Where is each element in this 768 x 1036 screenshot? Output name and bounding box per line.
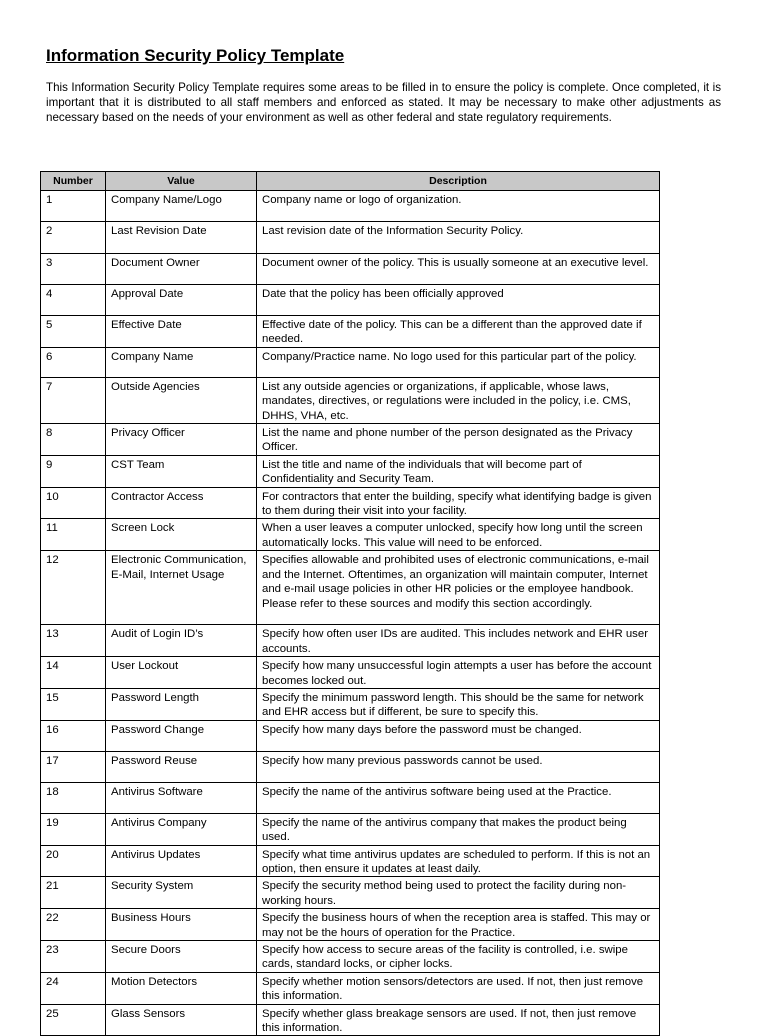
table-row [41, 424, 660, 456]
cell-description: Specify how access to secure areas of the facility is controlled, i.e. swipe cards, standard locks, or cipher locks. [257, 940, 660, 972]
cell-value: Privacy Officer [106, 424, 257, 456]
table-row [41, 688, 660, 720]
cell-number: 8 [41, 424, 106, 456]
cell-value: Glass Sensors [106, 1004, 257, 1036]
table-row [41, 625, 660, 657]
cell-number: 19 [41, 813, 106, 845]
cell-number: 1 [41, 191, 106, 222]
table-row [41, 191, 660, 222]
cell-number: 13 [41, 625, 106, 657]
cell-number: 16 [41, 720, 106, 751]
cell-number: 7 [41, 377, 106, 423]
table-row [41, 347, 660, 377]
table-row [41, 377, 660, 423]
cell-value: Approval Date [106, 285, 257, 316]
cell-number: 10 [41, 487, 106, 519]
cell-number: 6 [41, 347, 106, 377]
cell-description: Effective date of the policy. This can be a different than the approved date if needed. [257, 316, 660, 348]
table-row [41, 551, 660, 625]
cell-value: Secure Doors [106, 940, 257, 972]
cell-description: Specify the security method being used to protect the facility during non-working hours. [257, 877, 660, 909]
cell-number: 23 [41, 940, 106, 972]
cell-description: Specify whether glass breakage sensors are used. If not, then just remove this information. [257, 1004, 660, 1036]
cell-number: 21 [41, 877, 106, 909]
cell-number: 2 [41, 222, 106, 254]
cell-description: Specify the name of the antivirus company that makes the product being used. [257, 813, 660, 845]
cell-description: Specify how often user IDs are audited. This includes network and EHR user accounts. [257, 625, 660, 657]
cell-description: Company name or logo of organization. [257, 191, 660, 222]
cell-number: 22 [41, 909, 106, 941]
cell-value: Antivirus Updates [106, 845, 257, 877]
cell-value: Audit of Login ID’s [106, 625, 257, 657]
cell-description: Specify how many previous passwords cannot be used. [257, 751, 660, 782]
cell-description: List the name and phone number of the person designated as the Privacy Officer. [257, 424, 660, 456]
cell-number: 20 [41, 845, 106, 877]
cell-number: 17 [41, 751, 106, 782]
cell-value: Motion Detectors [106, 972, 257, 1004]
table-row [41, 845, 660, 877]
cell-description: List the title and name of the individuals that will become part of Confidentiality and Security Team. [257, 455, 660, 487]
cell-number: 9 [41, 455, 106, 487]
cell-value: Company Name [106, 347, 257, 377]
cell-number: 5 [41, 316, 106, 348]
table-row [41, 455, 660, 487]
cell-value: Electronic Communication, E-Mail, Internet Usage [106, 551, 257, 625]
cell-description: Specify the name of the antivirus software being used at the Practice. [257, 782, 660, 813]
cell-value: Outside Agencies [106, 377, 257, 423]
table-row [41, 316, 660, 348]
cell-value: User Lockout [106, 657, 257, 689]
cell-description: List any outside agencies or organizations, if applicable, whose laws, mandates, directives, or regulations were included in the policy, i.e. CMS, DHHS, VHA, etc. [257, 377, 660, 423]
cell-value: Last Revision Date [106, 222, 257, 254]
table-row [41, 285, 660, 316]
intro-paragraph: This Information Security Policy Template requires some areas to be filled in to ensure the policy is complete. Once completed, it is important that it is distributed to all staff members and enforced as stated. It may be necessary to make other adjustments as necessary based on the needs of your environment as well as other federal and state regulatory requirements. [46, 81, 721, 124]
policy-table [40, 171, 660, 1036]
cell-number: 15 [41, 688, 106, 720]
cell-description: Specify how many unsuccessful login attempts a user has before the account becomes locked out. [257, 657, 660, 689]
cell-number: 18 [41, 782, 106, 813]
table-row [41, 657, 660, 689]
table-row [41, 1004, 660, 1036]
cell-number: 24 [41, 972, 106, 1004]
cell-description: Specify what time antivirus updates are scheduled to perform. If this is not an option, then ensure it updates at least daily. [257, 845, 660, 877]
cell-number: 12 [41, 551, 106, 625]
cell-number: 14 [41, 657, 106, 689]
header-description: Description [257, 172, 660, 191]
cell-description: Specify how many days before the password must be changed. [257, 720, 660, 751]
cell-description: Date that the policy has been officially approved [257, 285, 660, 316]
header-number: Number [41, 172, 106, 191]
cell-number: 3 [41, 254, 106, 285]
cell-value: Antivirus Company [106, 813, 257, 845]
header-value: Value [106, 172, 257, 191]
cell-value: Company Name/Logo [106, 191, 257, 222]
cell-value: Security System [106, 877, 257, 909]
cell-description: Specify the business hours of when the reception area is staffed. This may or may not be the hours of operation for the Practice. [257, 909, 660, 941]
cell-description: Company/Practice name. No logo used for this particular part of the policy. [257, 347, 660, 377]
cell-description: When a user leaves a computer unlocked, specify how long until the screen automatically locks. This value will need to be enforced. [257, 519, 660, 551]
table-row [41, 940, 660, 972]
table-row [41, 972, 660, 1004]
cell-description: Specify whether motion sensors/detectors are used. If not, then just remove this information. [257, 972, 660, 1004]
cell-number: 11 [41, 519, 106, 551]
cell-value: Password Change [106, 720, 257, 751]
cell-value: CST Team [106, 455, 257, 487]
cell-value: Password Reuse [106, 751, 257, 782]
table-row [41, 751, 660, 782]
table-row [41, 519, 660, 551]
table-row [41, 813, 660, 845]
table-row [41, 222, 660, 254]
cell-number: 25 [41, 1004, 106, 1036]
table-header-row [41, 172, 660, 191]
table-row [41, 720, 660, 751]
cell-value: Contractor Access [106, 487, 257, 519]
cell-description: Specify the minimum password length. This should be the same for network and EHR access but if different, be sure to specify this. [257, 688, 660, 720]
table-body [41, 191, 660, 1036]
cell-description: Document owner of the policy. This is usually someone at an executive level. [257, 254, 660, 285]
table-row [41, 909, 660, 941]
table-row [41, 254, 660, 285]
cell-value: Document Owner [106, 254, 257, 285]
cell-description: Last revision date of the Information Security Policy. [257, 222, 660, 254]
cell-value: Business Hours [106, 909, 257, 941]
cell-value: Password Length [106, 688, 257, 720]
cell-value: Effective Date [106, 316, 257, 348]
cell-value: Antivirus Software [106, 782, 257, 813]
cell-value: Screen Lock [106, 519, 257, 551]
cell-number: 4 [41, 285, 106, 316]
cell-description: For contractors that enter the building, specify what identifying badge is given to them during their visit into your facility. [257, 487, 660, 519]
table-row [41, 782, 660, 813]
cell-description: Specifies allowable and prohibited uses of electronic communications, e-mail and the Internet. Oftentimes, an organization will maintain computer, Internet and e-mail usage policies in other HR policies or the employee handbook. Please refer to these sources and modify this section accordingly. [257, 551, 660, 625]
page-title: Information Security Policy Template [46, 46, 345, 65]
table-row [41, 487, 660, 519]
table-row [41, 877, 660, 909]
